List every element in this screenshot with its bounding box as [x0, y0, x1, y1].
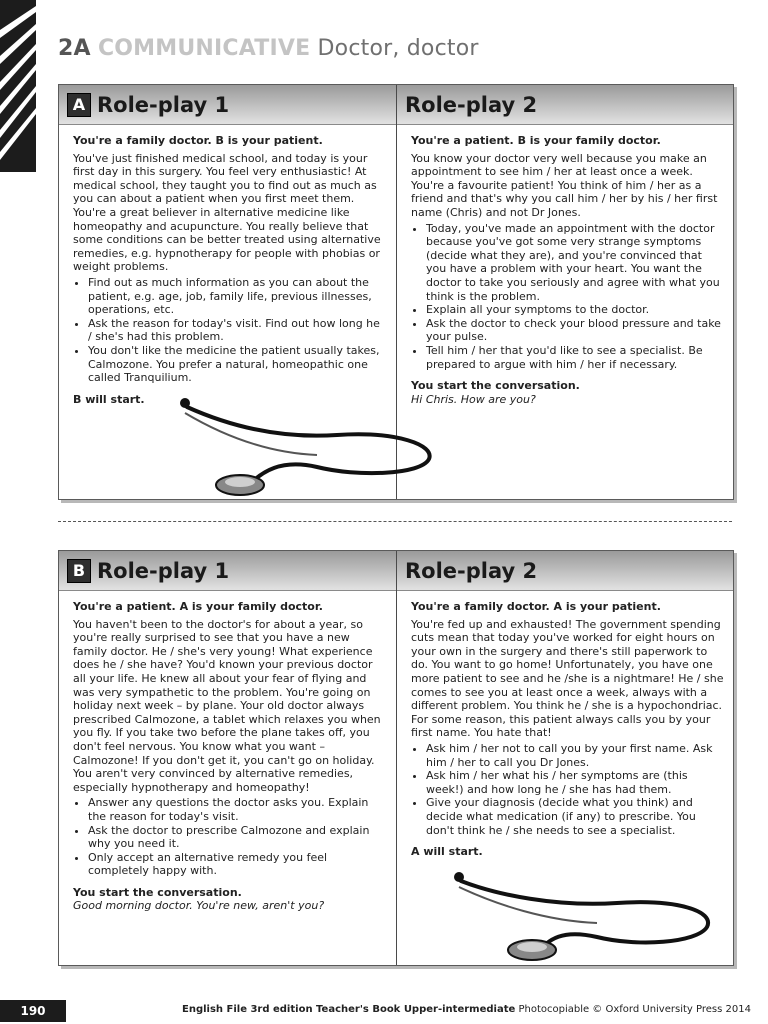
book-title: English File 3rd edition Teacher's Book Upper-intermediate: [182, 1004, 516, 1015]
start-instruction: B will start.: [73, 392, 145, 406]
instruction-item: • Find out as much information as you can about the patient, e.g. age, job, family life, previous illnesses, operations, etc.: [88, 276, 387, 317]
start-instruction: You start the conversation.: [411, 379, 580, 393]
footer-credit: [182, 1004, 751, 1015]
instruction-item: • Ask him / her what his / her symptoms are (this week!) and how long he / she has had them.: [426, 769, 724, 796]
section-a-card: [58, 84, 734, 500]
section-b-role-play-2-header: [397, 551, 733, 591]
section-a-role-play-1-header: [59, 85, 396, 125]
role-play-title: Role-play 2: [405, 558, 538, 583]
role-play-title: Role-play 2: [405, 92, 538, 117]
role-play-title: Role-play 1: [97, 558, 230, 583]
instruction-item: • Ask him / her not to call you by your first name. Ask him / her to call you Dr Jones.: [426, 742, 724, 769]
page-number: 190: [0, 1000, 66, 1022]
cut-line-divider: [58, 521, 732, 522]
role-card-body: [59, 591, 396, 913]
start-instruction: A will start.: [411, 845, 483, 859]
lesson-topic: Doctor, doctor: [317, 36, 479, 61]
corner-stripe-graphic: [0, 0, 36, 172]
role-lead: You're a patient. B is your family doctor.: [411, 134, 661, 147]
role-lead: You're a family doctor. A is your patient.: [411, 600, 661, 613]
instruction-item: • Today, you've made an appointment with the doctor because you've got some very strange symptoms (decide what they are), and you're convinced that you have a problem with your heart. You want the doctor to take you seriously and agree with what you think is the problem.: [426, 222, 724, 304]
instruction-item: • Ask the doctor to prescribe Calmozone and explain why you need it.: [88, 824, 387, 851]
instruction-item: • Ask the doctor to check your blood pressure and take your pulse.: [426, 317, 724, 344]
instruction-item: • Explain all your symptoms to the doctor.: [426, 303, 724, 317]
role-intro: You know your doctor very well because you make an appointment to see him / her at least once a week. You're a favourite patient! You think of him / her as a friend and that's why you call him / her by his / her first name (Chris) and not Dr Jones.: [411, 151, 718, 219]
instruction-list: [73, 276, 387, 385]
role-card-body: [397, 125, 733, 406]
section-a-role-play-2-header: [397, 85, 733, 125]
instruction-item: • Give your diagnosis (decide what you think) and decide what medication (if any) to prescribe. You don't think he / she needs to see a specialist.: [426, 796, 724, 837]
instruction-list: [411, 742, 724, 837]
stripe-pattern-icon: [0, 0, 36, 172]
section-b-badge: B: [67, 559, 91, 583]
activity-type: COMMUNICATIVE: [97, 36, 311, 61]
instruction-item: • Ask the reason for today's visit. Find out how long he / she's had this problem.: [88, 317, 387, 344]
instruction-item: • You don't like the medicine the patient usually takes, Calmozone. You prefer a natural, homeopathic one called Tranquilium.: [88, 344, 387, 385]
role-intro: You haven't been to the doctor's for about a year, so you're really surprised to see that you have a new family doctor. He / she's very young! What experience does he / she have? You'd known your previous doctor all your life. He knew all about your fear of flying and was very sympathetic to the problem. You're going on holiday next week – by plane. Your old doctor always prescribed Calmozone, a tablet which relaxes you when you fly. If you take two before the plane takes off, you don't feel nervous. You know what you want – Calmozone! If you don't get it, you can't go on holiday. You aren't very convinced by alternative remedies, especially hypnotherapy and homeopathy!: [73, 617, 381, 794]
section-b-role-play-1-header: [59, 551, 396, 591]
role-play-title: Role-play 1: [97, 92, 230, 117]
start-instruction: You start the conversation.: [73, 885, 242, 899]
role-intro: You're fed up and exhausted! The government spending cuts mean that today you've worked for eight hours on your own in the surgery and there's still paperwork to do. You want to go home! Unfortunately, you have one more patient to see and he /she is a nightmare! He / she comes to see you at least once a week, always with a different problem. You think he / she is a hypochondriac. For some reason, this patient always calls you by your first name. You hate that!: [411, 617, 724, 740]
page-title: [58, 36, 479, 61]
section-a-badge: A: [67, 93, 91, 117]
section-a-role-play-2: [397, 85, 733, 499]
instruction-list: [73, 796, 387, 878]
role-card-body: [59, 125, 396, 406]
role-intro: You've just finished medical school, and today is your first day in this surgery. You feel very enthusiastic! At medical school, they taught you to find out as much as you can about a patient when you first meet them. You're a great believer in alternative medicine like homeopathy and acupuncture. You really believe that some conditions can be better treated using alternative remedies, e.g. hypnotherapy for people with phobias or weight problems.: [73, 151, 381, 274]
role-lead: You're a family doctor. B is your patient.: [73, 134, 323, 147]
instruction-item: • Only accept an alternative remedy you feel completely happy with.: [88, 851, 387, 878]
stethoscope-icon: [167, 395, 447, 500]
opening-line: Good morning doctor. You're new, aren't you?: [73, 899, 325, 913]
instruction-item: • Answer any questions the doctor asks you. Explain the reason for today's visit.: [88, 796, 387, 823]
section-b-role-play-1: [59, 551, 397, 965]
instruction-list: [411, 222, 724, 372]
instruction-item: • Tell him / her that you'd like to see a specialist. Be prepared to argue with him / her if necessary.: [426, 344, 724, 371]
opening-line: Hi Chris. How are you?: [411, 392, 536, 406]
lesson-code: 2A: [58, 36, 91, 61]
section-b-card: [58, 550, 734, 966]
role-card-body: [397, 591, 733, 859]
role-lead: You're a patient. A is your family doctor.: [73, 600, 323, 613]
stethoscope-icon: [437, 869, 722, 963]
copyright-note: Photocopiable © Oxford University Press 2014: [518, 1004, 751, 1015]
